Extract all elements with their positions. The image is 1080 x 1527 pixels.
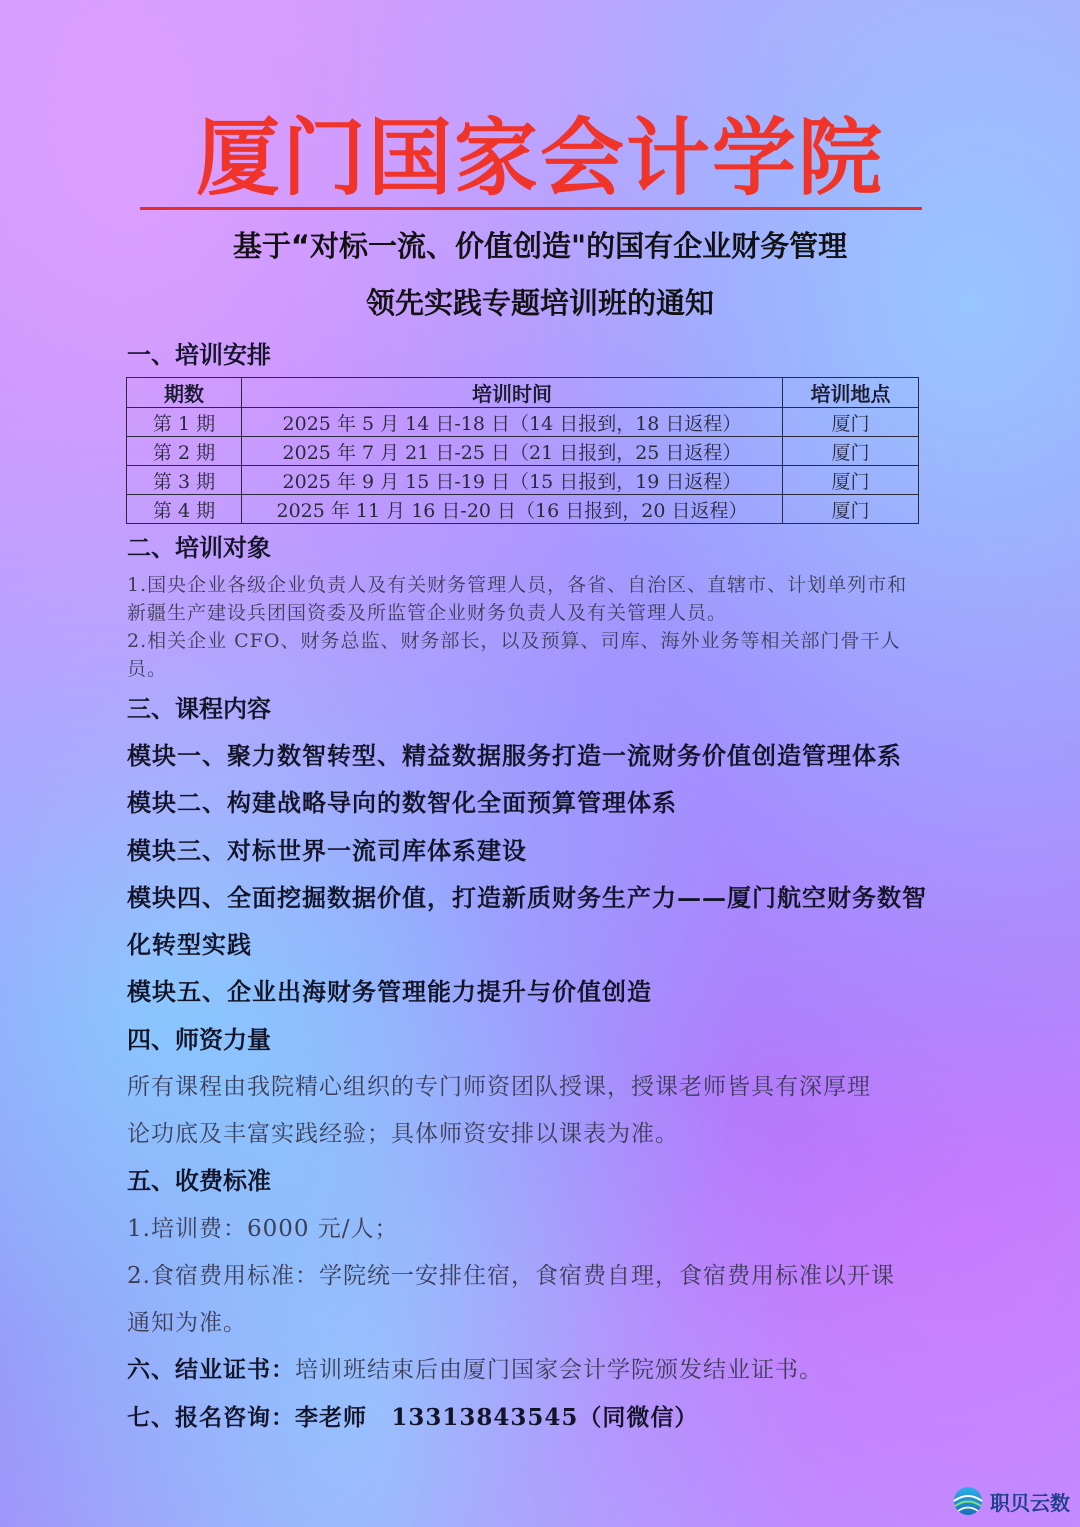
session-cell: 第 1 期 xyxy=(127,408,242,437)
trainee-item-1: 1.国央企业各级企业负责人及有关财务管理人员，各省、自治区、直辖市、计划单列市和新疆生产建设兵团国资委及所监管企业财务负责人及有关管理人员。 xyxy=(127,574,908,624)
table-row xyxy=(127,466,919,495)
fee-line-1: 1.培训费：6000 元/人； xyxy=(127,1216,399,1242)
module-1: 模块一、聚力数智转型、精益数据服务打造一流财务价值创造管理体系 xyxy=(127,741,902,770)
section-fees-title: 五、收费标准 xyxy=(127,1166,271,1195)
fee-line-3: 通知为准。 xyxy=(127,1310,247,1336)
location-cell: 厦门 xyxy=(783,466,919,495)
contact-label: 七、报名咨询：李老师 xyxy=(127,1404,367,1431)
header-location: 培训地点 xyxy=(783,378,919,408)
contact-line xyxy=(127,1401,698,1435)
brand-watermark xyxy=(950,1483,1072,1519)
module-3: 模块三、对标世界一流司库体系建设 xyxy=(127,836,527,865)
faculty-text-line-2: 论功底及丰富实践经验；具体师资安排以课表为准。 xyxy=(127,1121,679,1147)
table-row xyxy=(127,437,919,466)
time-cell: 2025 年 5 月 14 日-18 日（14 日报到，18 日返程） xyxy=(242,408,783,437)
location-cell: 厦门 xyxy=(783,495,919,524)
header-session: 期数 xyxy=(127,378,242,408)
section-course-title: 三、课程内容 xyxy=(127,694,271,723)
session-cell: 第 4 期 xyxy=(127,495,242,524)
module-4-continued: 化转型实践 xyxy=(127,930,252,959)
brand-name: 职贝云数 xyxy=(990,1491,1070,1515)
module-5: 模块五、企业出海财务管理能力提升与价值创造 xyxy=(127,977,652,1006)
session-cell: 第 2 期 xyxy=(127,437,242,466)
schedule-table-header-row xyxy=(127,378,919,408)
certificate-text: 培训班结束后由厦门国家会计学院颁发结业证书。 xyxy=(295,1357,823,1383)
fee-line-2: 2.食宿费用标准：学院统一安排住宿，食宿费自理，食宿费用标准以开课 xyxy=(127,1263,895,1289)
globe-logo-icon xyxy=(950,1485,986,1517)
certificate-line xyxy=(127,1353,823,1387)
session-cell: 第 3 期 xyxy=(127,466,242,495)
section-training-schedule-title: 一、培训安排 xyxy=(127,340,271,369)
contact-phone: 13313843545（同微信） xyxy=(391,1404,699,1431)
trainee-item-2: 2.相关企业 CFO、财务总监、财务部长，以及预算、司库、海外业务等相关部门骨干人员。 xyxy=(127,630,901,680)
location-cell: 厦门 xyxy=(783,437,919,466)
schedule-table xyxy=(126,377,919,524)
section-faculty-title: 四、师资力量 xyxy=(127,1025,271,1054)
notice-heading-line-2: 领先实践专题培训班的通知 xyxy=(365,286,714,320)
module-4: 模块四、全面挖掘数据价值，打造新质财务生产力——厦门航空财务数智 xyxy=(127,883,927,912)
header-time: 培训时间 xyxy=(242,378,783,408)
certificate-label: 六、结业证书： xyxy=(127,1356,295,1383)
notice-heading-line-1: 基于“对标一流、价值创造"的国有企业财务管理 xyxy=(232,229,848,263)
module-2: 模块二、构建战略导向的数智化全面预算管理体系 xyxy=(127,788,677,817)
table-row xyxy=(127,408,919,437)
section-trainees-title: 二、培训对象 xyxy=(127,533,271,562)
time-cell: 2025 年 7 月 21 日-25 日（21 日报到，25 日返程） xyxy=(242,437,783,466)
time-cell: 2025 年 9 月 15 日-19 日（15 日报到，19 日返程） xyxy=(242,466,783,495)
time-cell: 2025 年 11 月 16 日-20 日（16 日报到，20 日返程） xyxy=(242,495,783,524)
school-title: 厦门国家会计学院 xyxy=(195,109,884,207)
title-divider xyxy=(140,207,922,210)
faculty-text-line-1: 所有课程由我院精心组织的专门师资团队授课，授课老师皆具有深厚理 xyxy=(127,1074,871,1100)
location-cell: 厦门 xyxy=(783,408,919,437)
table-row xyxy=(127,495,919,524)
